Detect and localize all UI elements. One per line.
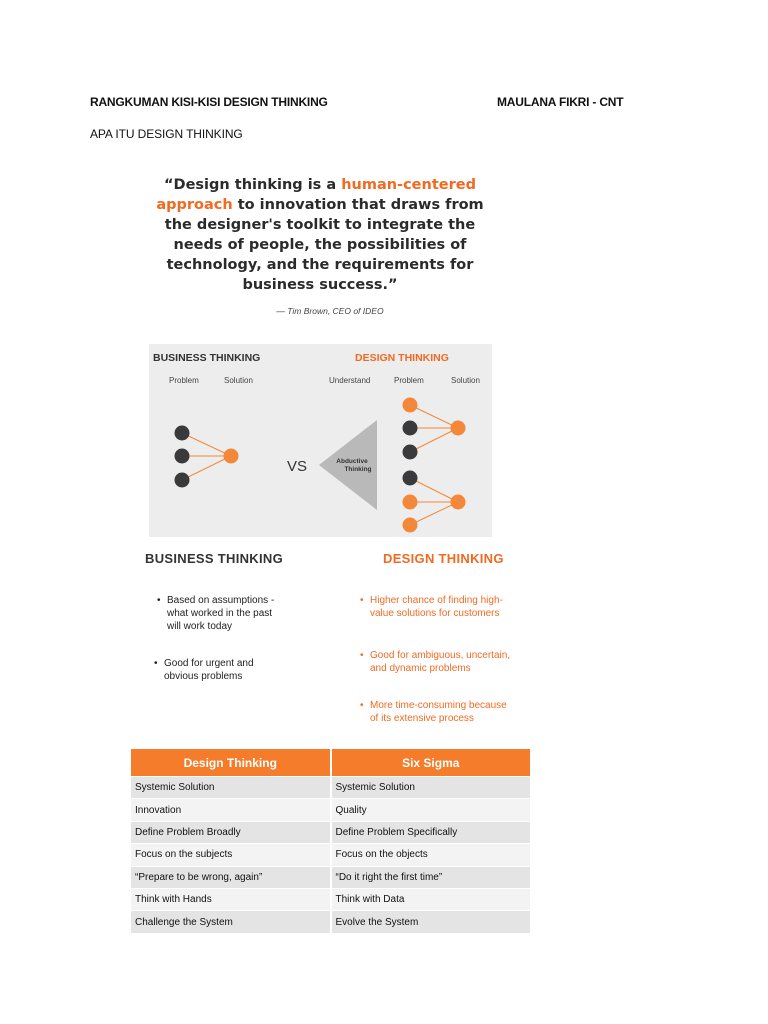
design-thinking-title: DESIGN THINKING [383,551,504,566]
table-header-row [131,749,530,777]
document-title: RANGKUMAN KISI-KISI DESIGN THINKING [90,95,328,109]
design-thinking-quote [150,175,490,295]
table-cell: Evolve the System [331,911,531,933]
bullet-line: what worked in the past [167,608,273,619]
quote-highlight: approach [156,197,233,213]
table-cell: Think with Hands [131,888,331,910]
solution-node [224,449,239,464]
table-row [131,888,530,910]
column-header: Six Sigma [331,749,531,777]
table-cell: Systemic Solution [331,777,531,799]
bullet-dot: • [154,658,158,669]
problem-node [403,445,418,460]
quote-line: technology, and the requirements for [166,257,474,273]
solution-node [451,421,466,436]
problem-node [403,421,418,436]
table-cell: Challenge the System [131,911,331,933]
table-cell: Systemic Solution [131,777,331,799]
business-bullet [157,594,275,633]
connector-line [182,433,231,456]
table-cell: Quality [331,799,531,821]
solution-node [451,495,466,510]
section-heading: APA ITU DESIGN THINKING [90,127,243,141]
diagram-label-solution: Solution [224,376,253,385]
diagram-label-solution: Solution [451,376,480,385]
table-row [131,821,530,843]
design-bullet [360,649,511,675]
bullet-dot: • [157,595,161,606]
quote-line: business success.” [242,277,398,293]
understand-node [403,495,418,510]
connector-line [182,456,231,480]
problem-node [175,473,190,488]
diagram-label-understand: Understand [329,376,371,385]
triangle-label-line: Abductive [336,458,368,465]
author-name: MAULANA FIKRI - CNT [497,95,624,109]
quote-line: needs of people, the possibilities of [173,237,467,253]
connector-line [410,502,458,525]
column-header: Design Thinking [131,749,331,777]
diagram-graphic [149,344,492,537]
problem-node [175,449,190,464]
diagram-left-title: BUSINESS THINKING [153,352,261,364]
quote-text: “Design thinking is a [164,177,342,193]
table-cell: “Prepare to be wrong, again” [131,866,331,888]
design-bullet [360,594,503,620]
diagram-label-problem: Problem [169,376,199,385]
design-bullet [360,699,507,725]
bullet-line: and dynamic problems [370,663,471,674]
quote-line: the designer's toolkit to integrate the [164,217,476,233]
table-row [131,777,530,799]
table-row [131,866,530,888]
problem-node [403,471,418,486]
vs-label: VS [287,458,308,475]
understand-node [403,398,418,413]
abductive-triangle [319,420,377,510]
bullet-line: More time-consuming because [370,700,507,711]
connector-line [410,405,458,428]
thinking-diagram [149,344,492,537]
triangle-label-line: Thinking [344,466,372,473]
connector-line [410,428,458,452]
table-cell: Focus on the subjects [131,844,331,866]
bullet-line: obvious problems [164,671,243,682]
bullet-line: value solutions for customers [370,608,500,619]
table-row [131,844,530,866]
bullet-line: Good for ambiguous, uncertain, [370,650,511,661]
table-row [131,799,530,821]
business-bullet [154,657,254,683]
bullet-line: Good for urgent and [164,658,254,669]
business-thinking-title: BUSINESS THINKING [145,551,284,566]
bullet-dot: • [360,650,364,661]
quote-attribution: — Tim Brown, CEO of IDEO [276,306,384,316]
table-cell: Focus on the objects [331,844,531,866]
connector-line [410,478,458,502]
bullet-dot: • [360,700,364,711]
diagram-label-problem: Problem [394,376,424,385]
quote-text: to innovation that draws from [232,197,484,213]
table-cell: Define Problem Specifically [331,821,531,843]
table-cell: Innovation [131,799,331,821]
table-cell: Think with Data [331,888,531,910]
table-cell: Define Problem Broadly [131,821,331,843]
understand-node [403,518,418,533]
bullet-line: Higher chance of finding high- [370,595,503,606]
bullet-dot: • [360,595,364,606]
table-row [131,911,530,933]
table-cell: “Do it right the first time” [331,866,531,888]
bullet-line: will work today [167,621,233,632]
diagram-right-title: DESIGN THINKING [355,352,449,364]
problem-node [175,426,190,441]
quote-highlight: human-centered [341,177,476,193]
design-vs-six-sigma-table [131,749,530,933]
bullet-line: Based on assumptions - [167,595,275,606]
bullet-line: of its extensive process [370,713,474,724]
